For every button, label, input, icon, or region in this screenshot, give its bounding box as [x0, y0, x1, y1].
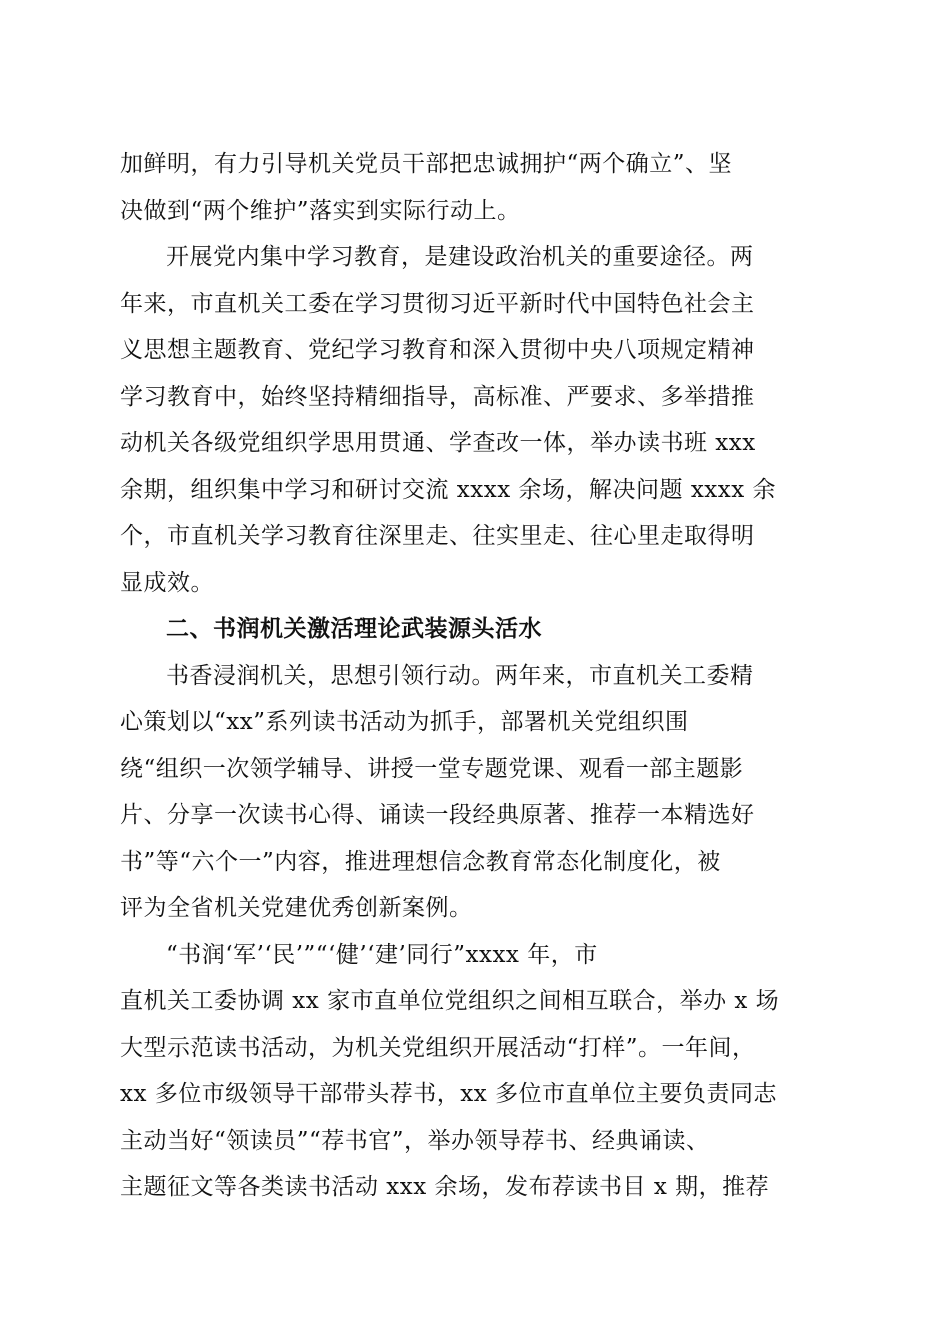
text-line: 片、分享一次读书心得、诵读一段经典原著、推荐一本精选好: [120, 802, 755, 828]
text-line: 显成效。: [120, 570, 214, 596]
text-line: 年来，市直机关工委在学习贯彻习近平新时代中国特色社会主: [120, 291, 755, 317]
text-line: 心策划以“xx”系列读书活动为抓手，部署机关党组织围: [120, 709, 689, 735]
text-line: 加鲜明，有力引导机关党员干部把忠诚拥护“两个确立”、坚: [120, 151, 733, 177]
text-line: 个，市直机关学习教育往深里走、往实里走、往心里走取得明: [120, 523, 755, 549]
text-line: 动机关各级党组织学思用贯通、学查改一体，举办读书班 xxx: [120, 430, 756, 456]
text-line: 义思想主题教育、党纪学习教育和深入贯彻中央八项规定精神: [120, 337, 755, 363]
text-line: 余期，组织集中学习和研讨交流 xxxx 余场，解决问题 xxxx 余: [120, 477, 777, 503]
text-line: 直机关工委协调 xx 家市直单位党组织之间相互联合，举办 x 场: [120, 988, 780, 1014]
text-line: 评为全省机关党建优秀创新案例。: [120, 895, 473, 921]
paragraph-first-line: “书润‘军’‘民’”“‘健’‘建’同行”xxxx 年，市: [166, 942, 598, 968]
paragraph-first-line: 书香浸润机关，思想引领行动。两年来，市直机关工委精: [166, 663, 754, 689]
text-line: 决做到“两个维护”落实到实际行动上。: [120, 198, 521, 224]
section-heading: 二、书润机关激活理论武装源头活水: [166, 616, 542, 642]
text-line: 大型示范读书活动，为机关党组织开展活动“打样”。一年间，: [120, 1035, 756, 1061]
text-line: xx 多位市级领导干部带头荐书，xx 多位市直单位主要负责同志: [120, 1081, 778, 1107]
paragraph-first-line: 开展党内集中学习教育，是建设政治机关的重要途径。两: [166, 244, 754, 270]
text-line: 主题征文等各类读书活动 xxx 余场，发布荐读书目 x 期，推荐: [120, 1174, 770, 1200]
text-line: 学习教育中，始终坚持精细指导，高标准、严要求、多举措推: [120, 384, 755, 410]
text-line: 书”等“六个一”内容，推进理想信念教育常态化制度化，被: [120, 849, 721, 875]
text-line: 主动当好“领读员”“荐书官”，举办领导荐书、经典诵读、: [120, 1128, 710, 1154]
text-line: 绕“组织一次领学辅导、讲授一堂专题党课、观看一部主题影: [120, 756, 744, 782]
